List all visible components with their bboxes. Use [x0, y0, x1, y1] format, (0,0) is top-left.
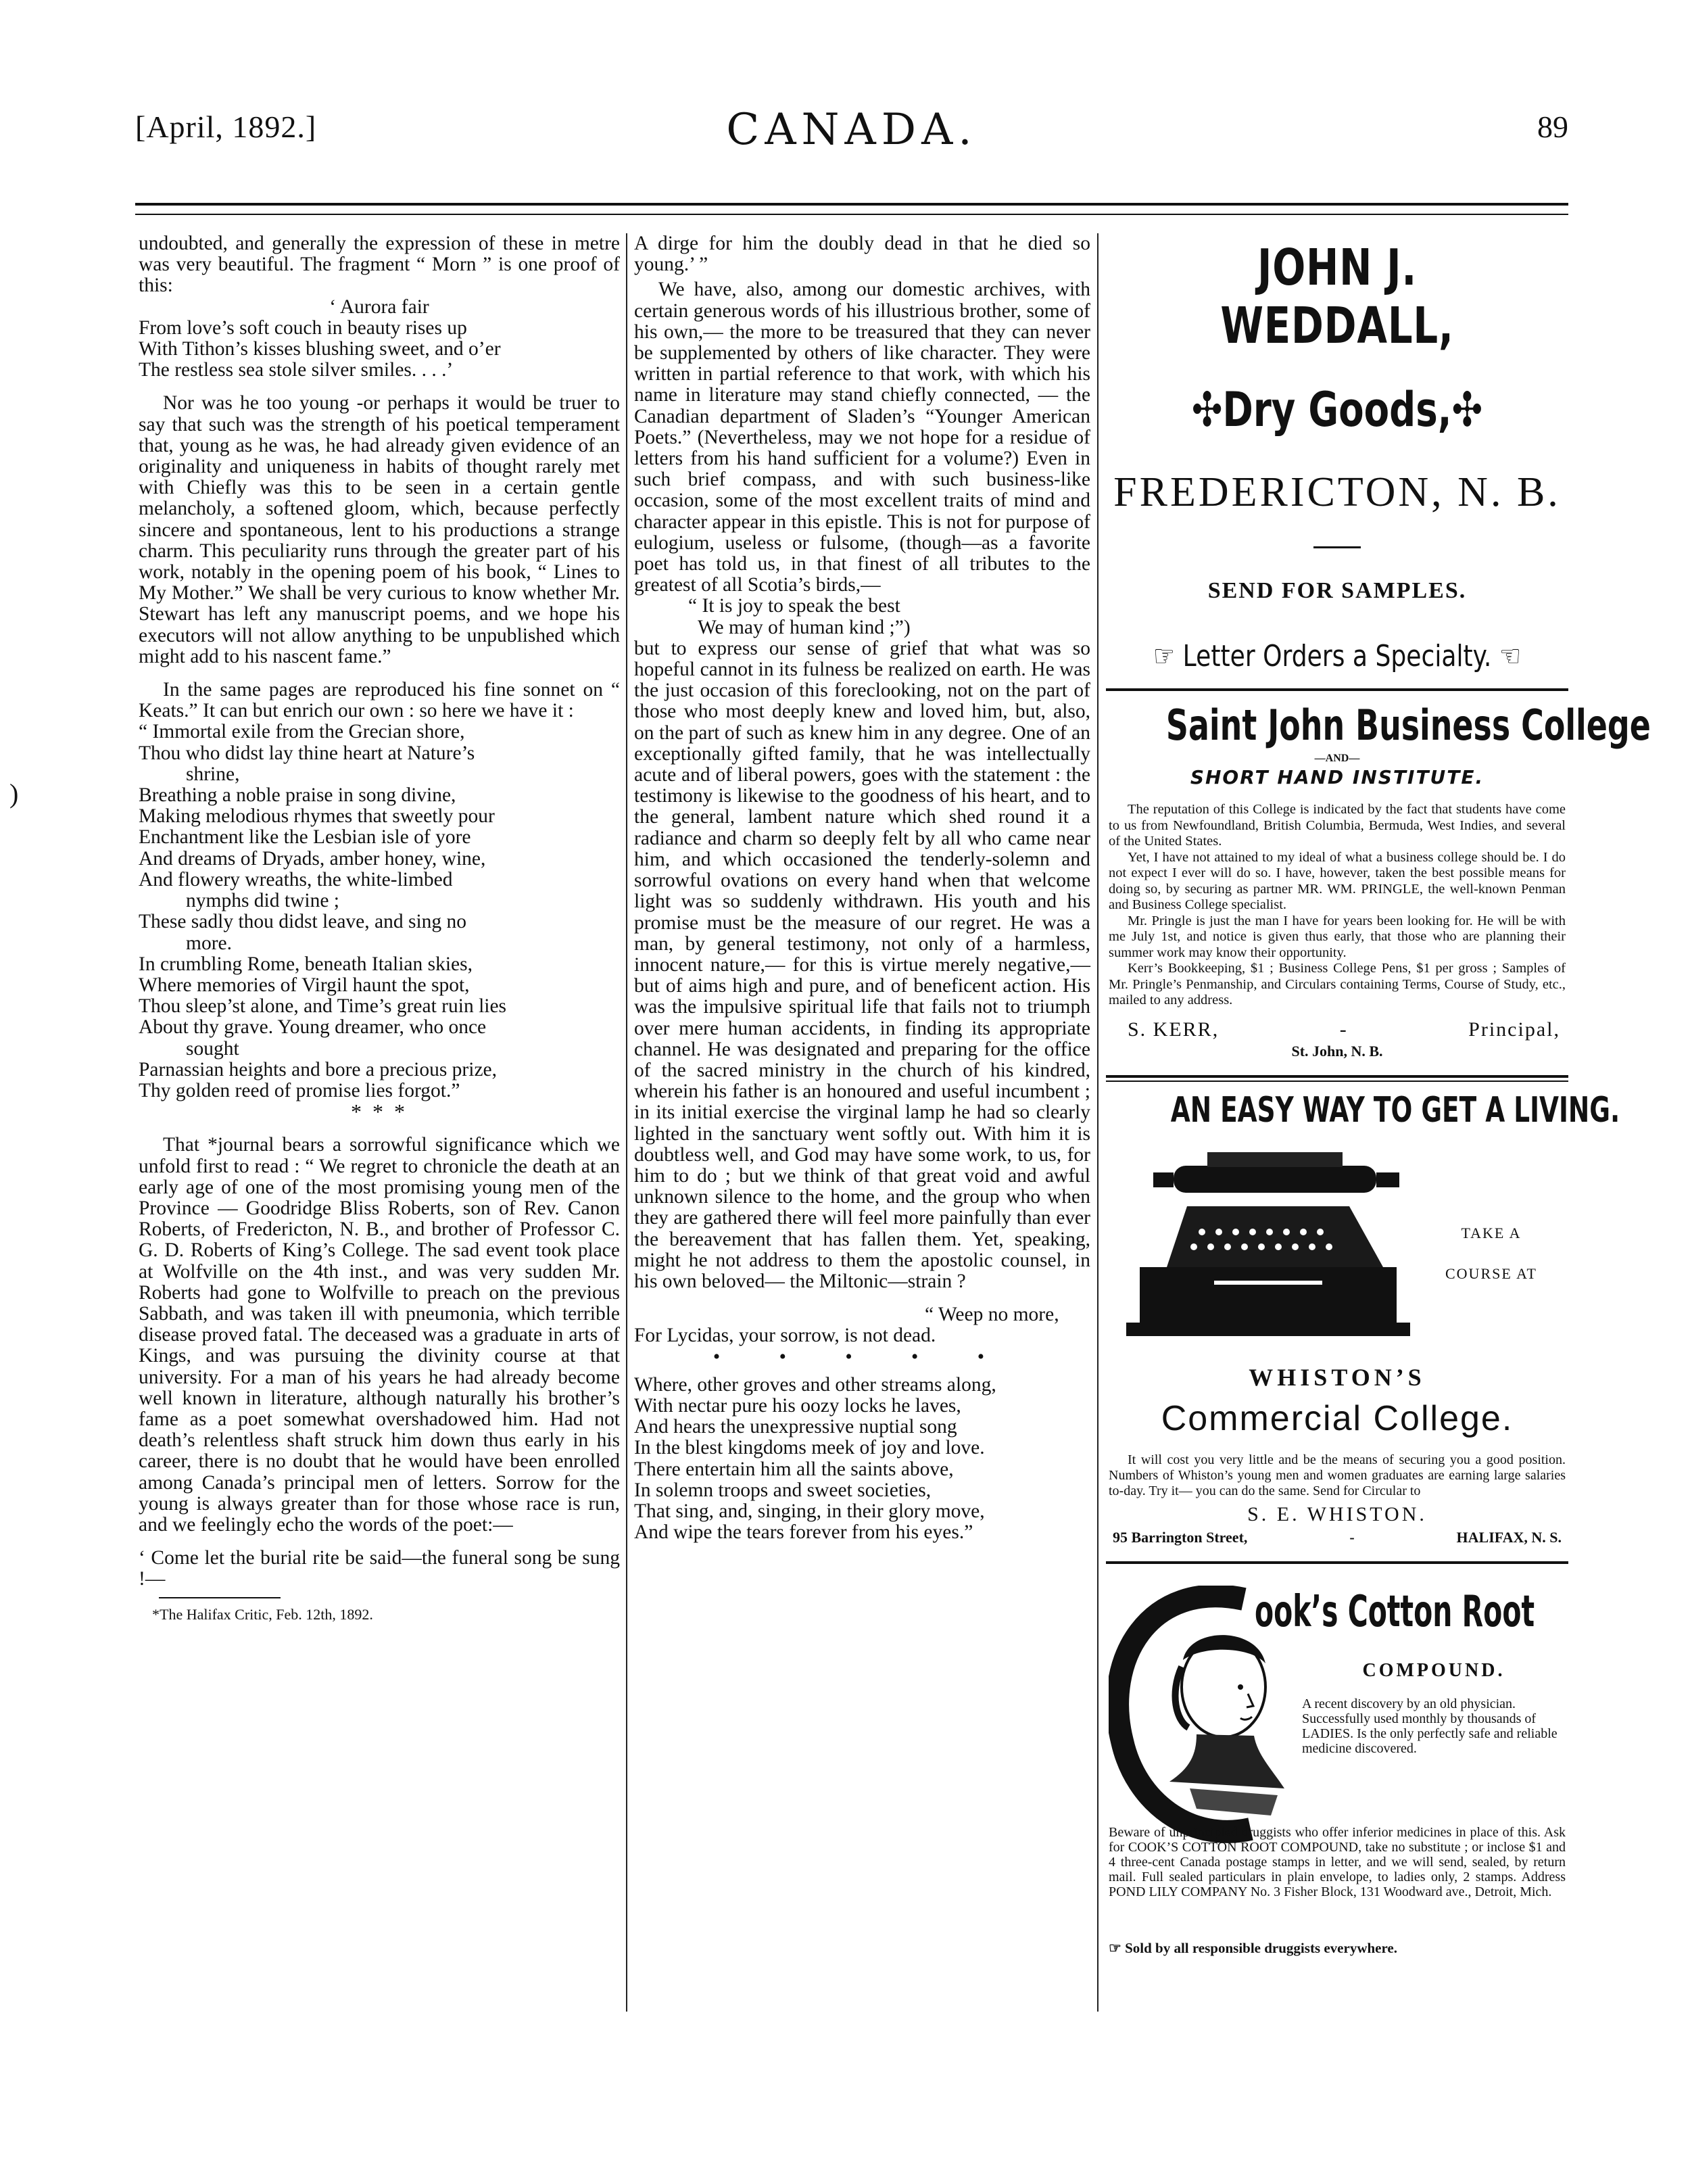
ad-paragraph: It will cost you very little and be the means of securing you a good position. Numbers of Whiston’s young men and women graduates are earning large salaries to-day. Try it— you can do the same. Send for Circular to [1109, 1452, 1566, 1498]
verse-line: more. [186, 932, 232, 954]
college-title: Saint John Business College [1165, 701, 1651, 750]
verse-line: And flowery wreaths, the white-limbed [139, 868, 453, 891]
verse-line: In crumbling Rome, beneath Italian skies, [139, 953, 473, 975]
street-address: 95 Barrington Street, [1113, 1528, 1248, 1546]
paragraph: That *journal bears a sorrowful significance which we unfold first to read : “ We regret to chronicle the death at an early age of one of the most promising young men of the Province — Goodridge Bliss Roberts, son of Rev. Canon Roberts, of Fredericton, N. B., and brother of Professor C. G. D. Roberts of King’s College. The sad event took place at Wolfville on the 4th inst., and was very sudden Mr. Roberts had gone to Wolfville to preach on the previous Sabbath, and was taken ill with pneumonia, which terrible disease proved fatal. The deceased was a graduate in arts of Kings, and was pursuing the divinity course at that university. For a man of his years he had already become well known in literature, although naturally his brother’s fame as a poet somewhat overshadowed him. Had not death’s relentless shaft struck him down thus early in his career, there is no doubt that he would have been enrolled among Canada’s principal men of letters. Sorrow for the young is always greater than for those whose race is run, and we feelingly echo the words of the poet:— [139, 1134, 620, 1536]
verse-line: shrine, [186, 763, 240, 785]
verse-line: For Lycidas, your sorrow, is not dead. [634, 1325, 936, 1347]
whiston-signature: S. E. WHISTON. [1247, 1502, 1427, 1525]
verse-line: And hears the unexpressive nuptial song [634, 1416, 957, 1438]
section-stars: * * * [351, 1099, 408, 1124]
whiston-name: WHISTON’S [1249, 1363, 1426, 1391]
quote-morn [139, 297, 620, 381]
typewriter-illustration [1126, 1145, 1410, 1342]
weddall-city: FREDERICTON, N. B. [1113, 469, 1561, 515]
ad-separator [1106, 688, 1568, 691]
verse-line: We may of human kind ;”) [698, 616, 911, 638]
college-and: —AND— [1314, 753, 1360, 764]
quote-joy [634, 596, 1090, 638]
take-a-text: TAKE A [1461, 1224, 1522, 1241]
verse-line: sought [186, 1037, 239, 1060]
verse-line: “ Immortal exile from the Grecian shore, [139, 721, 465, 743]
signature-dash: - [1339, 1018, 1348, 1041]
article-column-1 [139, 233, 620, 1625]
verse-line: From love’s soft couch in beauty rises up [139, 316, 467, 339]
principal-title: Principal, [1468, 1018, 1560, 1041]
send-for-samples: SEND FOR SAMPLES. [1207, 578, 1467, 603]
masthead-title: CANADA. [726, 105, 977, 155]
header-rule-thin [135, 214, 1568, 215]
course-at-text: COURSE AT [1445, 1264, 1537, 1282]
city-address: HALIFAX, N. S. [1456, 1528, 1562, 1546]
verse-line: That sing, and, singing, in their glory move, [634, 1500, 985, 1522]
verse-line: Thou who didst lay thine heart at Nature’s [139, 742, 475, 764]
issue-date: [April, 1892.] [135, 110, 317, 144]
verse-line: And wipe the tears forever from his eyes.” [634, 1521, 973, 1544]
paragraph: In the same pages are reproduced his fine sonnet on “ Keats.” It can but enrich our own : so here we have it : [139, 679, 620, 722]
cook-compound: COMPOUND. [1362, 1659, 1505, 1681]
commercial-college: Commercial College. [1161, 1398, 1514, 1438]
verse-line: Making melodious rhymes that sweetly pour [139, 805, 495, 828]
cook-text-1: A recent discovery by an old physician. Successfully used monthly by thousands of LADIES. Is the only perfectly safe and reliable medicine discovered. [1302, 1696, 1558, 1756]
verse-line: These sadly thou didst leave, and sing no [139, 911, 467, 933]
quote-funeral: ‘ Come let the burial rite be said—the funeral song be sung !— [139, 1547, 620, 1590]
cook-text-2: Beware of unprincipled druggists who offer inferior medicines in place of this. Ask for COOK’S COTTON ROOT COMPOUND, take no substitute ; or inclose $1 and 4 three-cent Canada postage stamps in letter, and we will send, sealed, by return mail. Full sealed particulars in plain envelope, to ladies only, 2 stamps. Address POND LILY COMPANY No. 3 Fisher Block, 131 Woodward ave., Detroit, Mich. [1109, 1824, 1566, 1899]
short-rule [1313, 546, 1361, 548]
verse-line: The restless sea stole silver smiles. . . .’ [139, 359, 454, 381]
shorthand-institute: SHORT HAND INSTITUTE. [1190, 766, 1484, 788]
verse-line: Enchantment like the Lesbian isle of yore [139, 826, 471, 849]
principal-name: S. KERR, [1128, 1018, 1220, 1041]
column-divider [626, 233, 627, 2012]
letter-orders: ☞ Letter Orders a Specialty. ☜ [1153, 639, 1522, 673]
margin-bracket: ) [9, 778, 19, 809]
sonnet-keats [139, 721, 620, 1101]
ad-paragraph: The reputation of this College is indicated by the fact that students have come to us from Newfoundland, British Columbia, Bermuda, West Indies, and several of the United States. [1109, 802, 1566, 849]
whiston-address [1106, 1529, 1568, 1546]
verse-line: About thy grave. Young dreamer, who once [139, 1016, 487, 1039]
cook-sold-by: ☞ Sold by all responsible druggists everywhere. [1109, 1939, 1397, 1956]
verse-line: With Tithon’s kisses blushing sweet, and o’er [139, 338, 501, 360]
verse-line: And dreams of Dryads, amber honey, wine, [139, 847, 486, 870]
verse-line: Thou sleep’st alone, and Time’s great ruin lies [139, 995, 507, 1018]
page-number: 89 [1537, 110, 1568, 144]
verse-line: “ Weep no more, [925, 1304, 1059, 1326]
verse-line: With nectar pure his oozy locks he laves, [634, 1394, 961, 1417]
paragraph: undoubted, and generally the expression of these in metre was very beautiful. The fragment “ Morn ” is one proof of this: [139, 233, 620, 297]
footnote-rule [159, 1597, 281, 1598]
ad-separator-thin [1106, 1081, 1568, 1082]
verse-line: In the blest kingdoms meek of joy and love. [634, 1437, 985, 1459]
college-signature [1106, 1018, 1568, 1041]
page-header [135, 105, 1568, 166]
cook-cotton-root-ad [1106, 1582, 1568, 1960]
college-text [1106, 802, 1568, 1009]
ad-paragraph: Yet, I have not attained to my ideal of what a business college should be. I do not expect I ever will do so. I have, however, taken the best possible means for doing so, by securing as partner MR. WM. PRINGLE, the well-known Penman and Business College specialist. [1109, 849, 1566, 912]
weddall-name: JOHN J. WEDDALL, [1220, 239, 1454, 355]
quote-dirge: A dirge for him the doubly dead in that he died so young.’ ” [634, 233, 1090, 276]
verse-line: nymphs did twine ; [186, 890, 339, 912]
ad-separator [1106, 1075, 1568, 1078]
verse-line: “ It is joy to speak the best [688, 595, 900, 617]
verse-line: ‘ Aurora fair [329, 295, 429, 318]
weddall-dry-goods: ✣Dry Goods,✣ [1191, 382, 1483, 437]
ellipsis-dots: • • • • • [713, 1346, 1012, 1368]
address-dash: - [1349, 1528, 1355, 1546]
verse-line: Thy golden reed of promise lies forgot.” [139, 1079, 460, 1101]
ad-separator [1106, 1561, 1568, 1564]
paragraph: Nor was he too young -or perhaps it would be truer to say that such was the strength of his poetical temperament that, young as he was, he had already given evidence of an originality and uniqueness in habits of thought rarely met with Chiefly was this to be seen in a certain gentle melancholy, a softened gloom, which, because perfectly sincere and spontaneous, lent to his productions a strange charm. This peculiarity runs through the greater part of his work, notably in the opening poem of his book, “ Lines to My Mother.” We shall be very curious to know whether Mr. Stewart has left any manuscript poems, and we hope his executors will not allow anything to be unpublished which might add to his nascent fame.” [139, 392, 620, 667]
typewriter-block [1106, 1145, 1568, 1348]
footnote: *The Halifax Critic, Feb. 12th, 1892. [152, 1605, 373, 1623]
article-column-2 [634, 233, 1090, 1543]
paragraph: We have, also, among our domestic archives, with certain generous words of his illustrious brother, some of his own,— the more to be treasured that they can never be supplemented by others of like character. They were written in partial reference to that work, with which his name in literature may stand chiefly connected, — the Canadian department of Sladen’s “Younger American Poets.” (Nevertheless, may we not hope for a residue of letters from his hand sufficient for a volume?) Even in such brief compass, and with such business-like occasion, some of the most excellent traits of mind and character appear in this epistle. This is not for purpose of eulogium, useless or fulsome, (though—as a favorite poet has told us, in that finest of all tributes to the greatest of all Scotia’s birds,— [634, 279, 1090, 596]
cook-title: ook’s Cotton Root [1255, 1586, 1535, 1637]
column-divider [1097, 233, 1098, 2012]
ad-paragraph: Mr. Pringle is just the man I have for years been looking for. He will be with me July 1st, and notice is given thus early, that those who are planning their summer work may know their opportunity. [1109, 913, 1566, 960]
whiston-text [1106, 1452, 1568, 1499]
verse-line: Where, other groves and other streams along, [634, 1373, 996, 1396]
quote-lycidas [634, 1304, 1090, 1543]
advertisement-column [1106, 233, 1651, 1960]
verse-line: Breathing a noble praise in song divine, [139, 784, 456, 807]
verse-line: Parnassian heights and bore a precious prize, [139, 1058, 498, 1081]
college-place: St. John, N. B. [1291, 1042, 1383, 1060]
easy-way-headline: AN EASY WAY TO GET A LIVING. [1170, 1089, 1620, 1131]
verse-line: Where memories of Virgil haunt the spot, [139, 974, 470, 996]
verse-line: There entertain him all the saints above, [634, 1458, 954, 1480]
verse-line: In solemn troops and sweet societies, [634, 1479, 932, 1501]
take-a-course [1420, 1213, 1562, 1294]
ad-paragraph: Kerr’s Bookkeeping, $1 ; Business College Pens, $1 per gross ; Samples of Mr. Pringle’s Penmanship, and Circulars containing Terms, Course of Study, etc., mailed to any address. [1109, 961, 1566, 1007]
header-rule [135, 203, 1568, 206]
paragraph: but to express our sense of grief that what was so hopeful cannot in its fulness be realized on earth. He was the just occasion of this foreclooking, not on the part of those who most deeply knew and loved him, but, also, on the part of such as knew him in any degree. One of an exceptionally gifted family, that he was intellectually acute and of liberal powers, goes with the statement : the testimony is likewise to the goodness of his heart, and to the general, lambent nature which shed round it a radiance and charm so deeply felt by all who came near him, and which occasioned the tenderly-solemn and sorrowful ovations on every hand when that welcome light was so suddenly withdrawn. His youth and his promise must be the measure of our regret. He was a man, by general testimony, not only of a harmless, innocent nature,— for this is virtue merely negative,—but of aims high and pure, and of beneficent action. His was the impulsive spiritual life that fails not to triumph over mere human accidents, in finding its appropriate channel. He was designated and preparing for the office of the sacred ministry in the church of his kindred, wherein his father is an honoured and useful incumbent ; in its initial exercise the virginal lamp he had so clearly lighted in the sanctuary went softly out. With him it is doubtless well, and God may have some work, to us, for him to do ; but we think of that great void and awful unknown silence to the home, and the group who when they are gathered there will feel more painfully than ever the bereavement that has fallen them. Yet, speaking, might he not address to them the apostolic counsel, in his own beloved— the Miltonic—strain ? [634, 637, 1090, 1292]
